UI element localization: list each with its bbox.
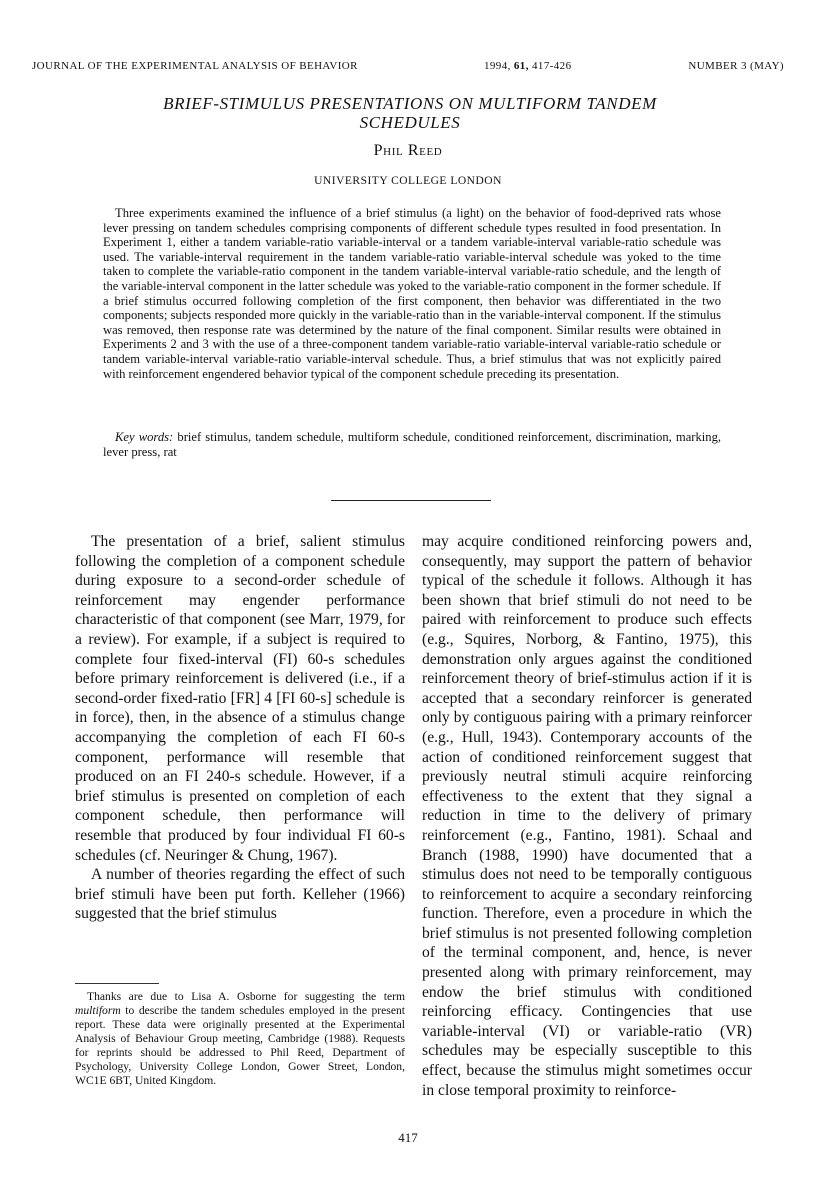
body-column-left [75, 532, 405, 924]
citation-pages: 417-426 [532, 60, 572, 72]
article-title: BRIEF-STIMULUS PRESENTATIONS ON MULTIFORM TANDEM SCHEDULES [163, 94, 657, 132]
citation-year: 1994, [484, 60, 511, 72]
footnote [75, 990, 405, 1088]
footnote-pre: Thanks are due to Lisa A. Osborne for suggesting the term [87, 990, 405, 1003]
author-affiliation: UNIVERSITY COLLEGE LONDON [314, 175, 502, 187]
footnote-post: to describe the tandem schedules employed in the present report. These data were originally presented at the Experimental Analysis of Behaviour Group meeting, Cambridge (1988). Requests for reprints should be addressed to Phil Reed, Department of Psychology, University College London, Gower Street, London, WC1E 6BT, United Kingdom. [75, 1004, 405, 1087]
body-paragraph: may acquire conditioned reinforcing powers and, consequently, may support the pattern of behavior typical of the schedule it follows. Although it has been shown that brief stimuli do not need to be paired with reinforcement to produce such effects (e.g., Squires, Norborg, & Fantino, 1975), this demonstration only argues against the conditioned reinforcement theory of brief-stimulus action if it is accepted that a secondary reinforcer is generated only by contiguous pairing with a primary reinforcer (e.g., Hull, 1943). Contemporary accounts of the action of conditioned reinforcement suggest that previously neutral stimuli acquire reinforcing effectiveness to the extent that they signal a reduction in time to the delivery of primary reinforcement (e.g., Fantino, 1981). Schaal and Branch (1988, 1990) have documented that a stimulus does not need to be temporally contiguous to reinforcement to acquire a secondary reinforcing function. Therefore, even a procedure in which the brief stimulus is not presented following completion of the terminal component, and, hence, is never presented along with primary reinforcement, may endow the brief stimulus with conditioned reinforcing efficacy. Contingencies that use variable-interval (VI) or variable-ratio (VR) schedules may be especially susceptible to this effect, because the stimulus might sometimes occur in close temporal proximity to reinforce- [422, 533, 752, 1099]
running-head [32, 60, 784, 76]
keywords-label: Key words: [115, 430, 174, 444]
citation [484, 60, 571, 72]
abstract: Three experiments examined the influence of a brief stimulus (a light) on the behavior of food-deprived rats whose lever pressing on tandem schedules comprising components of different schedule types resulted in food presentation. In Experiment 1, either a tandem variable-ratio variable-interval or a tandem variable-interval variable-ratio schedule was used. The variable-interval requirement in the tandem variable-ratio variable-interval schedule was yoked to the time taken to complete the variable-ratio component in the tandem variable-interval variable-ratio schedule, and the length of the variable-interval component in the latter schedule was yoked to the variable-ratio component in the former schedule. If a brief stimulus occurred following completion of the first component, then behavior was differentiated in the two components; subjects responded more quickly in the variable-ratio than in the variable-interval component. If the stimulus was removed, then response rate was determined by the nature of the final component. Similar results were obtained in Experiments 2 and 3 with the use of a three-component tandem variable-ratio variable-interval variable-ratio schedule or tandem variable-interval variable-ratio variable-interval schedule. Thus, a brief stimulus that was not explicitly paired with reinforcement engendered behavior typical of the component schedule preceding its presentation. [103, 206, 721, 381]
body-column-right [422, 532, 752, 1100]
issue-number: NUMBER 3 (MAY) [688, 60, 784, 72]
body-paragraph: The presentation of a brief, salient stimulus following the completion of a component schedule during exposure to a second-order schedule of reinforcement may engender performance characteristic of that component (see Marr, 1979, for a review). For example, if a subject is required to complete four fixed-interval (FI) 60-s schedules before primary reinforcement is delivered (i.e., if a second-order fixed-ratio [FR] 4 [FI 60-s] schedule is in force), then, in the absence of a stimulus change accompanying the completion of each FI 60-s component, performance will resemble that produced on an FI 240-s schedule. However, if a brief stimulus is presented on completion of each component schedule, then performance will resemble that produced by four individual FI 60-s schedules (cf. Neuringer & Chung, 1967). [75, 533, 405, 864]
section-divider [331, 500, 491, 501]
journal-name: JOURNAL OF THE EXPERIMENTAL ANALYSIS OF BEHAVIOR [32, 60, 358, 72]
keywords-text: brief stimulus, tandem schedule, multiform schedule, conditioned reinforcement, discrimination, marking, lever press, rat [103, 430, 722, 459]
citation-volume: 61, [513, 60, 529, 72]
keywords [103, 430, 721, 459]
footnote-italic-term: multiform [75, 1004, 121, 1017]
footnote-rule [75, 983, 159, 984]
body-paragraph: A number of theories regarding the effect of such brief stimuli have been put forth. Kelleher (1966) suggested that the brief stimulus [75, 866, 405, 923]
page-number: 417 [398, 1130, 418, 1145]
author-name: Phil Reed [373, 142, 443, 159]
